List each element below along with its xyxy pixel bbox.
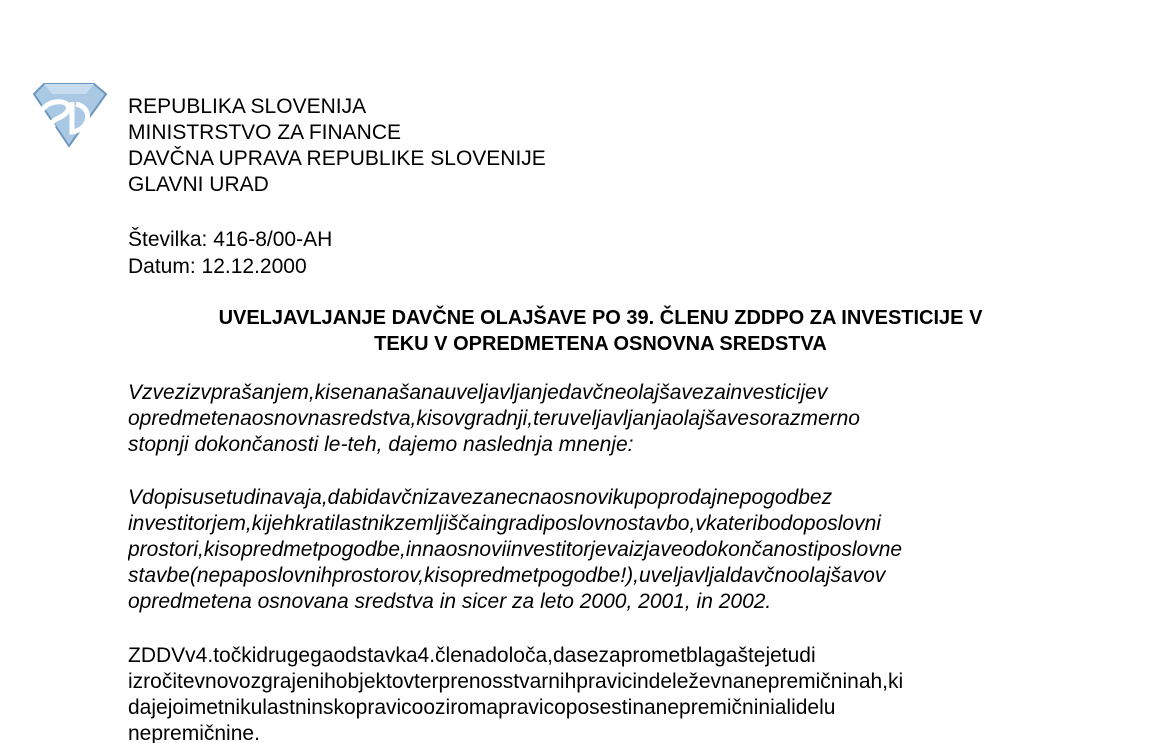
- paragraph-line: nepremičnine.: [128, 722, 260, 743]
- header-line-tax-administration: DAVČNA UPRAVA REPUBLIKE SLOVENIJE: [128, 147, 546, 170]
- durs-logo-icon: [28, 80, 110, 148]
- paragraph-line: stavbe(nepaposlovnihprostorov,kisopredmetpogodbe!),uveljavljaldavčnoolajšavov: [128, 564, 886, 587]
- paragraph-line: dajejoimetnikulastninskopravicooziromapravicoposestinanepremičninialidelu: [128, 696, 836, 719]
- paragraph-2-text: [128, 485, 1073, 615]
- paragraph-1: [128, 380, 1073, 462]
- document-date: Datum: 12.12.2000: [128, 255, 307, 278]
- paragraph-line: izročitevnovozgrajenihobjektovterprenosstvarnihpravicindeleževnanepremičninah,ki: [128, 670, 904, 693]
- paragraph-line: Vdopisusetudinavaja,dabidavčnizavezanecnaosnovikupoprodajnepogodbez: [128, 486, 833, 509]
- paragraph-3: [128, 643, 1073, 743]
- paragraph-3-text: [128, 643, 1073, 743]
- paragraph-line: opredmetena osnovana sredstva in sicer za leto 2000, 2001, in 2002.: [128, 590, 772, 613]
- paragraph-2: [128, 485, 1073, 617]
- document-meta: [128, 226, 332, 280]
- header-line-ministry: MINISTRSTVO ZA FINANCE: [128, 121, 402, 144]
- paragraph-line: prostori,kisopredmetpogodbe,innaosnoviinvestitorjevaizjaveodokončanostiposlovne: [128, 538, 903, 561]
- document-number: Številka: 416-8/00-AH: [128, 228, 333, 251]
- title-line-2: TEKU V OPREDMETENA OSNOVNA SREDSTVA: [374, 333, 827, 355]
- paragraph-line: investitorjem,kijehkratilastnikzemljiščaingradiposlovnostavbo,vkateribodoposlovni: [128, 512, 881, 535]
- paragraph-1-text: [128, 380, 1073, 458]
- paragraph-line: Vzvezizvprašanjem,kisenanašanauveljavljanjedavčneolajšavezainvesticijev: [128, 381, 828, 404]
- paragraph-line: ZDDVv4.točkidrugegaodstavka4.členadoloča,dasezaprometblagaštejetudi: [128, 644, 816, 667]
- header-line-main-office: GLAVNI URAD: [128, 173, 269, 196]
- paragraph-line: stopnji dokončanosti le-teh, dajemo naslednja mnenje:: [128, 433, 634, 456]
- header-line-republic: REPUBLIKA SLOVENIJA: [128, 95, 367, 118]
- paragraph-line: opredmetenaosnovnasredstva,kisovgradnji,teruveljavljanjaolajšavesorazmerno: [128, 407, 860, 430]
- institution-header: [128, 94, 546, 198]
- title-line-1: UVELJAVLJANJE DAVČNE OLAJŠAVE PO 39. ČLENU ZDDPO ZA INVESTICIJE V: [218, 307, 983, 329]
- document-title: [128, 305, 1073, 357]
